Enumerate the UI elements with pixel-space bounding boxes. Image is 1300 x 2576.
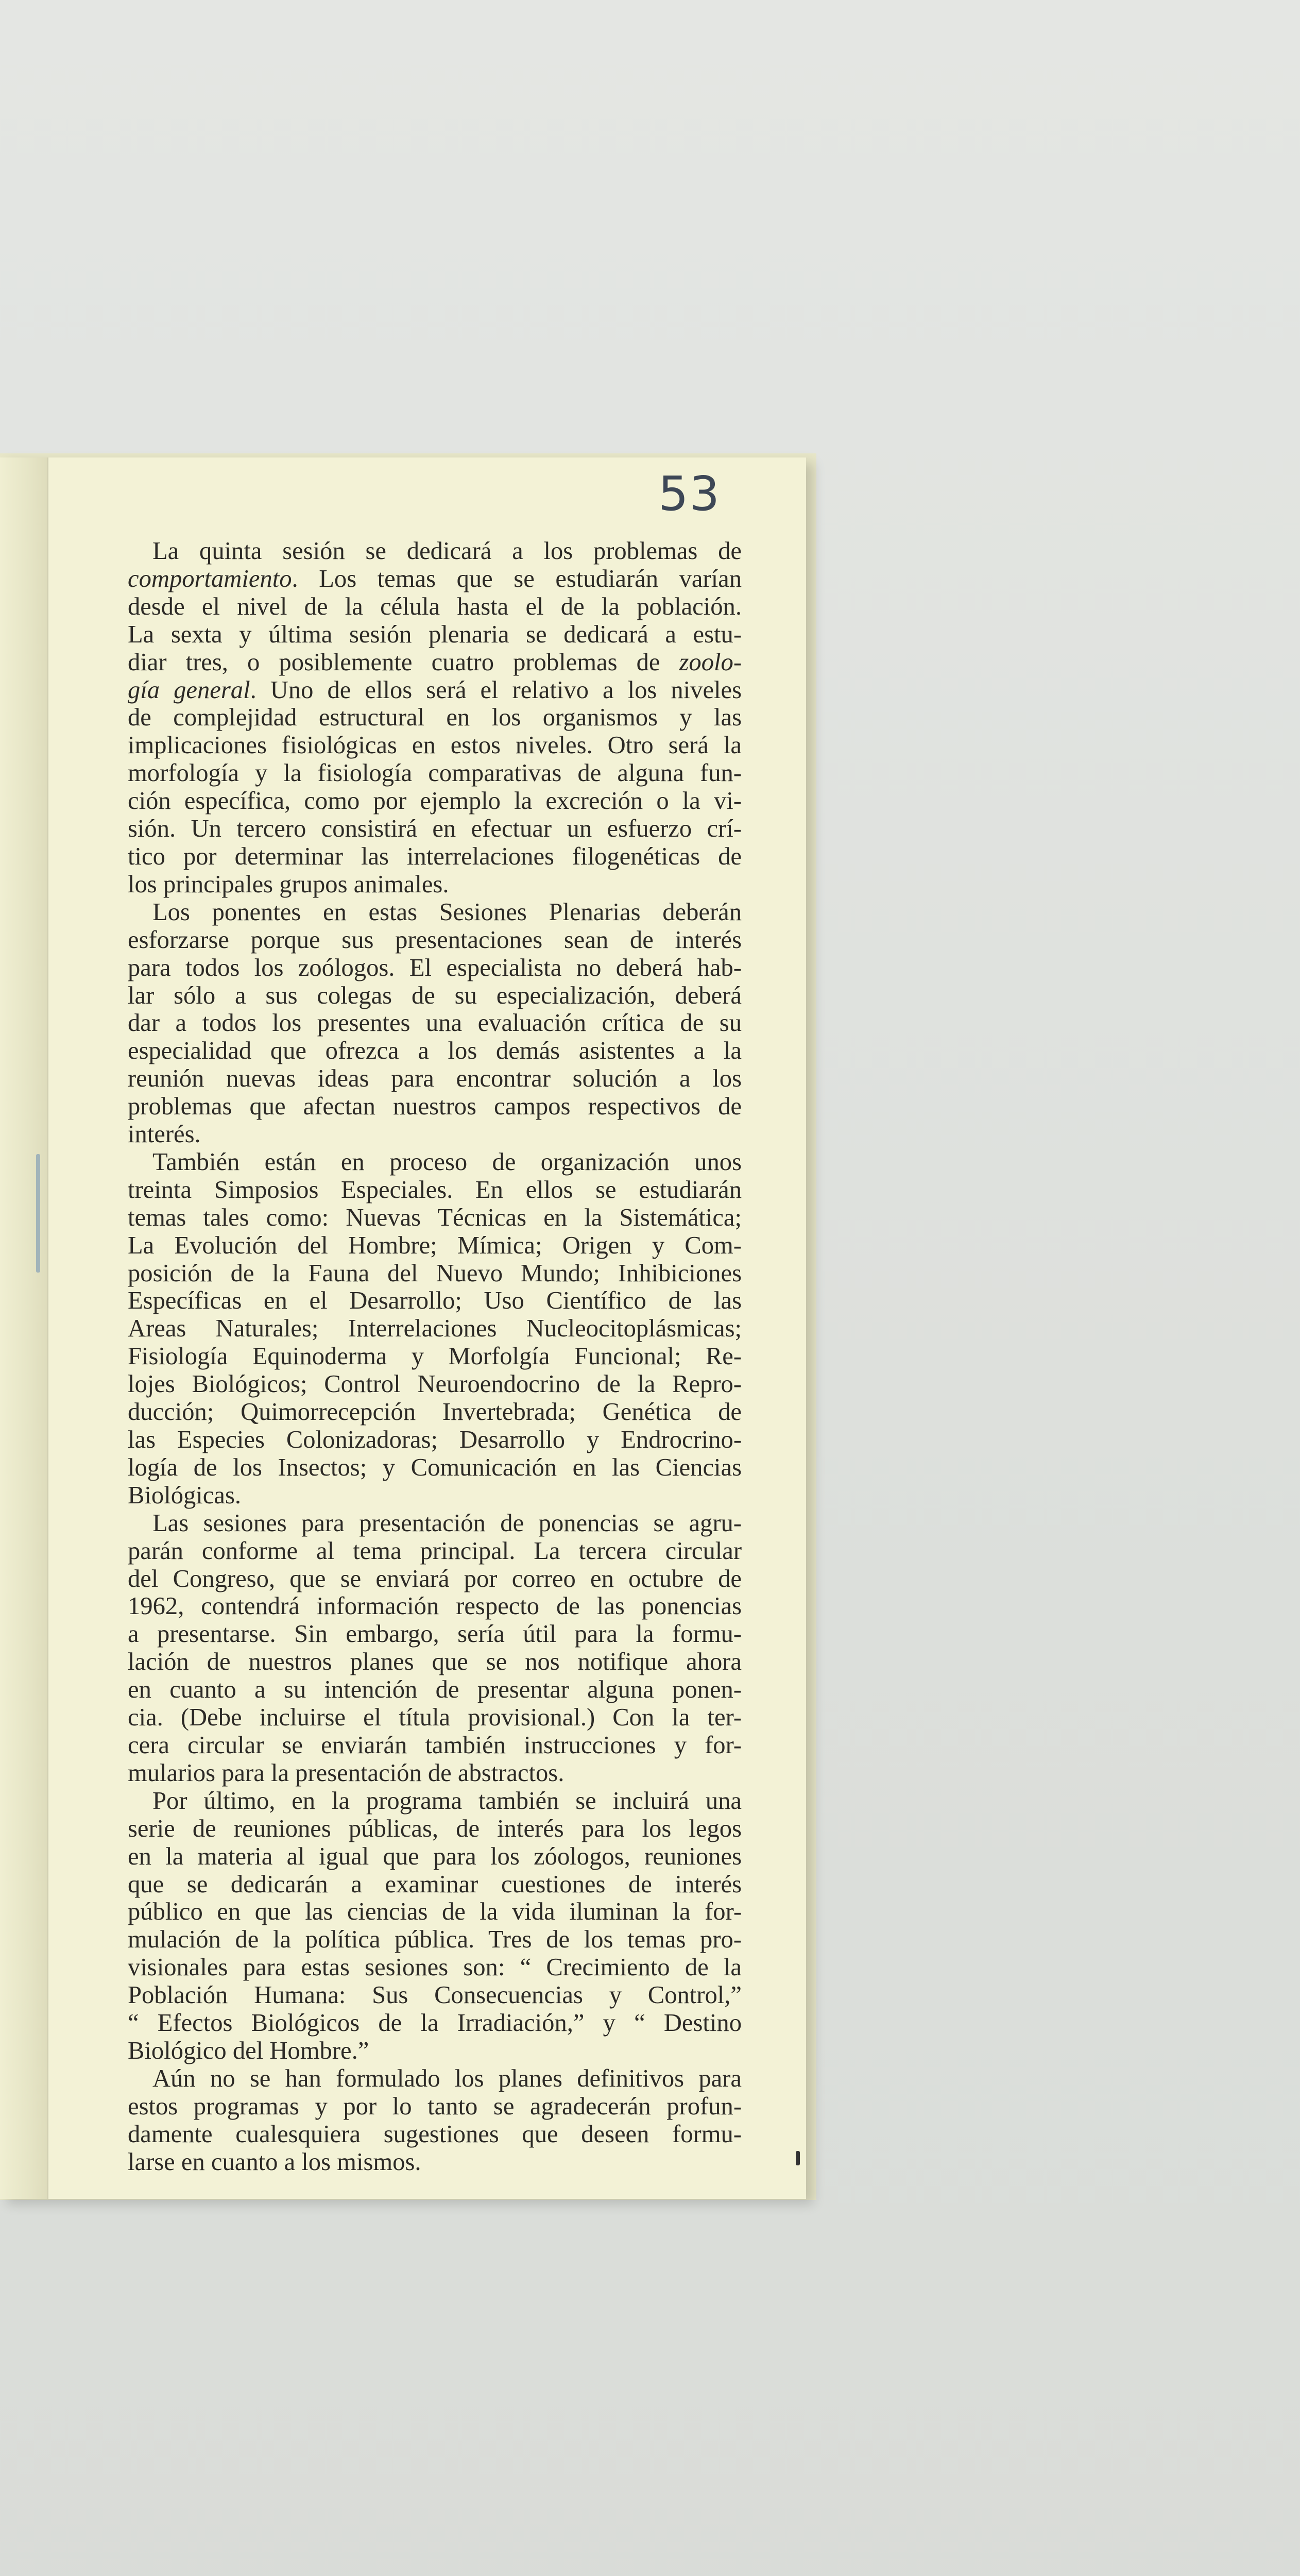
paragraph-p4	[128, 1510, 742, 1787]
text-line: tico por determinar las interrelaciones filogenéticas de	[128, 842, 742, 870]
text-line: lar sólo a sus colegas de su especialización, deberá	[128, 981, 742, 1009]
text-line: que se dedicarán a examinar cuestiones de interés	[128, 1870, 742, 1898]
body-text	[128, 537, 742, 2176]
paragraph-p5	[128, 1787, 742, 2065]
text-line: Los ponentes en estas Sesiones Plenarias deberán	[152, 898, 742, 926]
text-line: cia. (Debe incluirse el títula provisional.) Con la ter-	[128, 1704, 742, 1732]
text-line: lación de nuestros planes que se nos notifique ahora	[128, 1648, 742, 1676]
text-line: sión. Un tercero consistirá en efectuar un esfuerzo crí-	[128, 815, 742, 843]
text-line: reunión nuevas ideas para encontrar solución a los	[128, 1065, 742, 1093]
page-fold	[0, 457, 48, 2199]
text-line: en cuanto a su intención de presentar alguna ponen-	[128, 1676, 742, 1704]
edge-mark	[796, 2151, 800, 2165]
text-line: La quinta sesión se dedicará a los problemas de	[152, 537, 742, 565]
text-line: Fisiología Equinoderma y Morfolgía Funcional; Re-	[128, 1343, 742, 1370]
text-line: ducción; Quimorrecepción Invertebrada; Genética de	[128, 1398, 742, 1426]
text-line: La Evolución del Hombre; Mímica; Origen y Com-	[128, 1231, 742, 1259]
text-line: Areas Naturales; Interrelaciones Nucleocitoplásmicas;	[128, 1315, 742, 1343]
paragraph-p3	[128, 1148, 742, 1510]
text-line: esforzarse porque sus presentaciones sean de interés	[128, 926, 742, 954]
text-line: treinta Simposios Especiales. En ellos se estudiarán	[128, 1176, 742, 1204]
text-line: parán conforme al tema principal. La tercera circular	[128, 1537, 742, 1565]
text-line: Por último, en la programa también se incluirá una	[152, 1787, 742, 1815]
text-line: logía de los Insectos; y Comunicación en las Ciencias	[128, 1453, 742, 1481]
paragraph-p2	[128, 899, 742, 1148]
text-line: 1962, contendrá información respecto de las ponencias	[128, 1592, 742, 1620]
text-line: del Congreso, que se enviará por correo en octubre de	[128, 1565, 742, 1592]
text-line: La sexta y última sesión plenaria se dedicará a estu-	[128, 620, 742, 648]
text-line: problemas que afectan nuestros campos respectivos de	[128, 1093, 742, 1121]
paragraph-p1	[128, 537, 742, 899]
text-line: serie de reuniones públicas, de interés para los legos	[128, 1815, 742, 1842]
text-line: los principales grupos animales.	[128, 870, 449, 898]
text-line: temas tales como: Nuevas Técnicas en la Sistemática;	[128, 1204, 742, 1231]
text-line: mularios para la presentación de abstractos.	[128, 1759, 565, 1787]
text-line: ción específica, como por ejemplo la excreción o la vi-	[128, 787, 742, 815]
text-line: morfología y la fisiología comparativas de alguna fun-	[128, 759, 742, 787]
text-line: “ Efectos Biológicos de la Irradiación,” y “ Destino	[128, 2009, 742, 2037]
paragraph-p6	[128, 2065, 742, 2176]
text-line: dar a todos los presentes una evaluación crítica de su	[128, 1009, 742, 1037]
text-line: en la materia al igual que para los zóologos, reuniones	[128, 1842, 742, 1870]
text-line: diar tres, o posiblemente cuatro problemas de zoolo-	[128, 648, 742, 676]
text-line: gía general. Uno de ellos será el relativo a los niveles	[128, 676, 742, 704]
text-line: larse en cuanto a los mismos.	[128, 2148, 421, 2176]
text-line: visionales para estas sesiones son: “ Crecimiento de la	[128, 1954, 742, 1981]
text-line: implicaciones fisiológicas en estos niveles. Otro será la	[128, 732, 742, 759]
text-line: estos programas y por lo tanto se agradecerán profun-	[128, 2092, 742, 2120]
text-line: interés.	[128, 1121, 201, 1148]
text-line: Biológico del Hombre.”	[128, 2037, 369, 2064]
text-line: Específicas en el Desarrollo; Uso Científico de las	[128, 1287, 742, 1315]
text-line: comportamiento. Los temas que se estudiarán varían	[128, 565, 742, 592]
text-line: cera circular se enviarán también instrucciones y for-	[128, 1731, 742, 1759]
text-line: desde el nivel de la célula hasta el de la población.	[128, 592, 742, 620]
text-line: mulación de la política pública. Tres de los temas pro-	[128, 1926, 742, 1954]
text-line: las Especies Colonizadoras; Desarrollo y Endrocrino-	[128, 1426, 742, 1453]
text-line: especialidad que ofrezca a los demás asistentes a la	[128, 1037, 742, 1065]
text-line: posición de la Fauna del Nuevo Mundo; Inhibiciones	[128, 1259, 742, 1287]
page-number: 53	[658, 466, 721, 521]
text-line: para todos los zoólogos. El especialista no deberá hab-	[128, 954, 742, 981]
text-line: Las sesiones para presentación de ponencias se agru-	[152, 1509, 742, 1537]
margin-pencil-mark	[36, 1154, 40, 1273]
text-line: público en que las ciencias de la vida iluminan la for-	[128, 1898, 742, 1926]
text-line: También están en proceso de organización unos	[152, 1148, 742, 1176]
text-line: a presentarse. Sin embargo, sería útil para la formu-	[128, 1620, 742, 1648]
text-line: Biológicas.	[128, 1481, 242, 1509]
text-line: Población Humana: Sus Consecuencias y Control,”	[128, 1981, 742, 2009]
text-line: damente cualesquiera sugestiones que deseen formu-	[128, 2120, 742, 2148]
text-line: lojes Biológicos; Control Neuroendocrino de la Repro-	[128, 1370, 742, 1398]
text-line: de complejidad estructural en los organismos y las	[128, 704, 742, 732]
text-line: Aún no se han formulado los planes definitivos para	[152, 2064, 742, 2092]
